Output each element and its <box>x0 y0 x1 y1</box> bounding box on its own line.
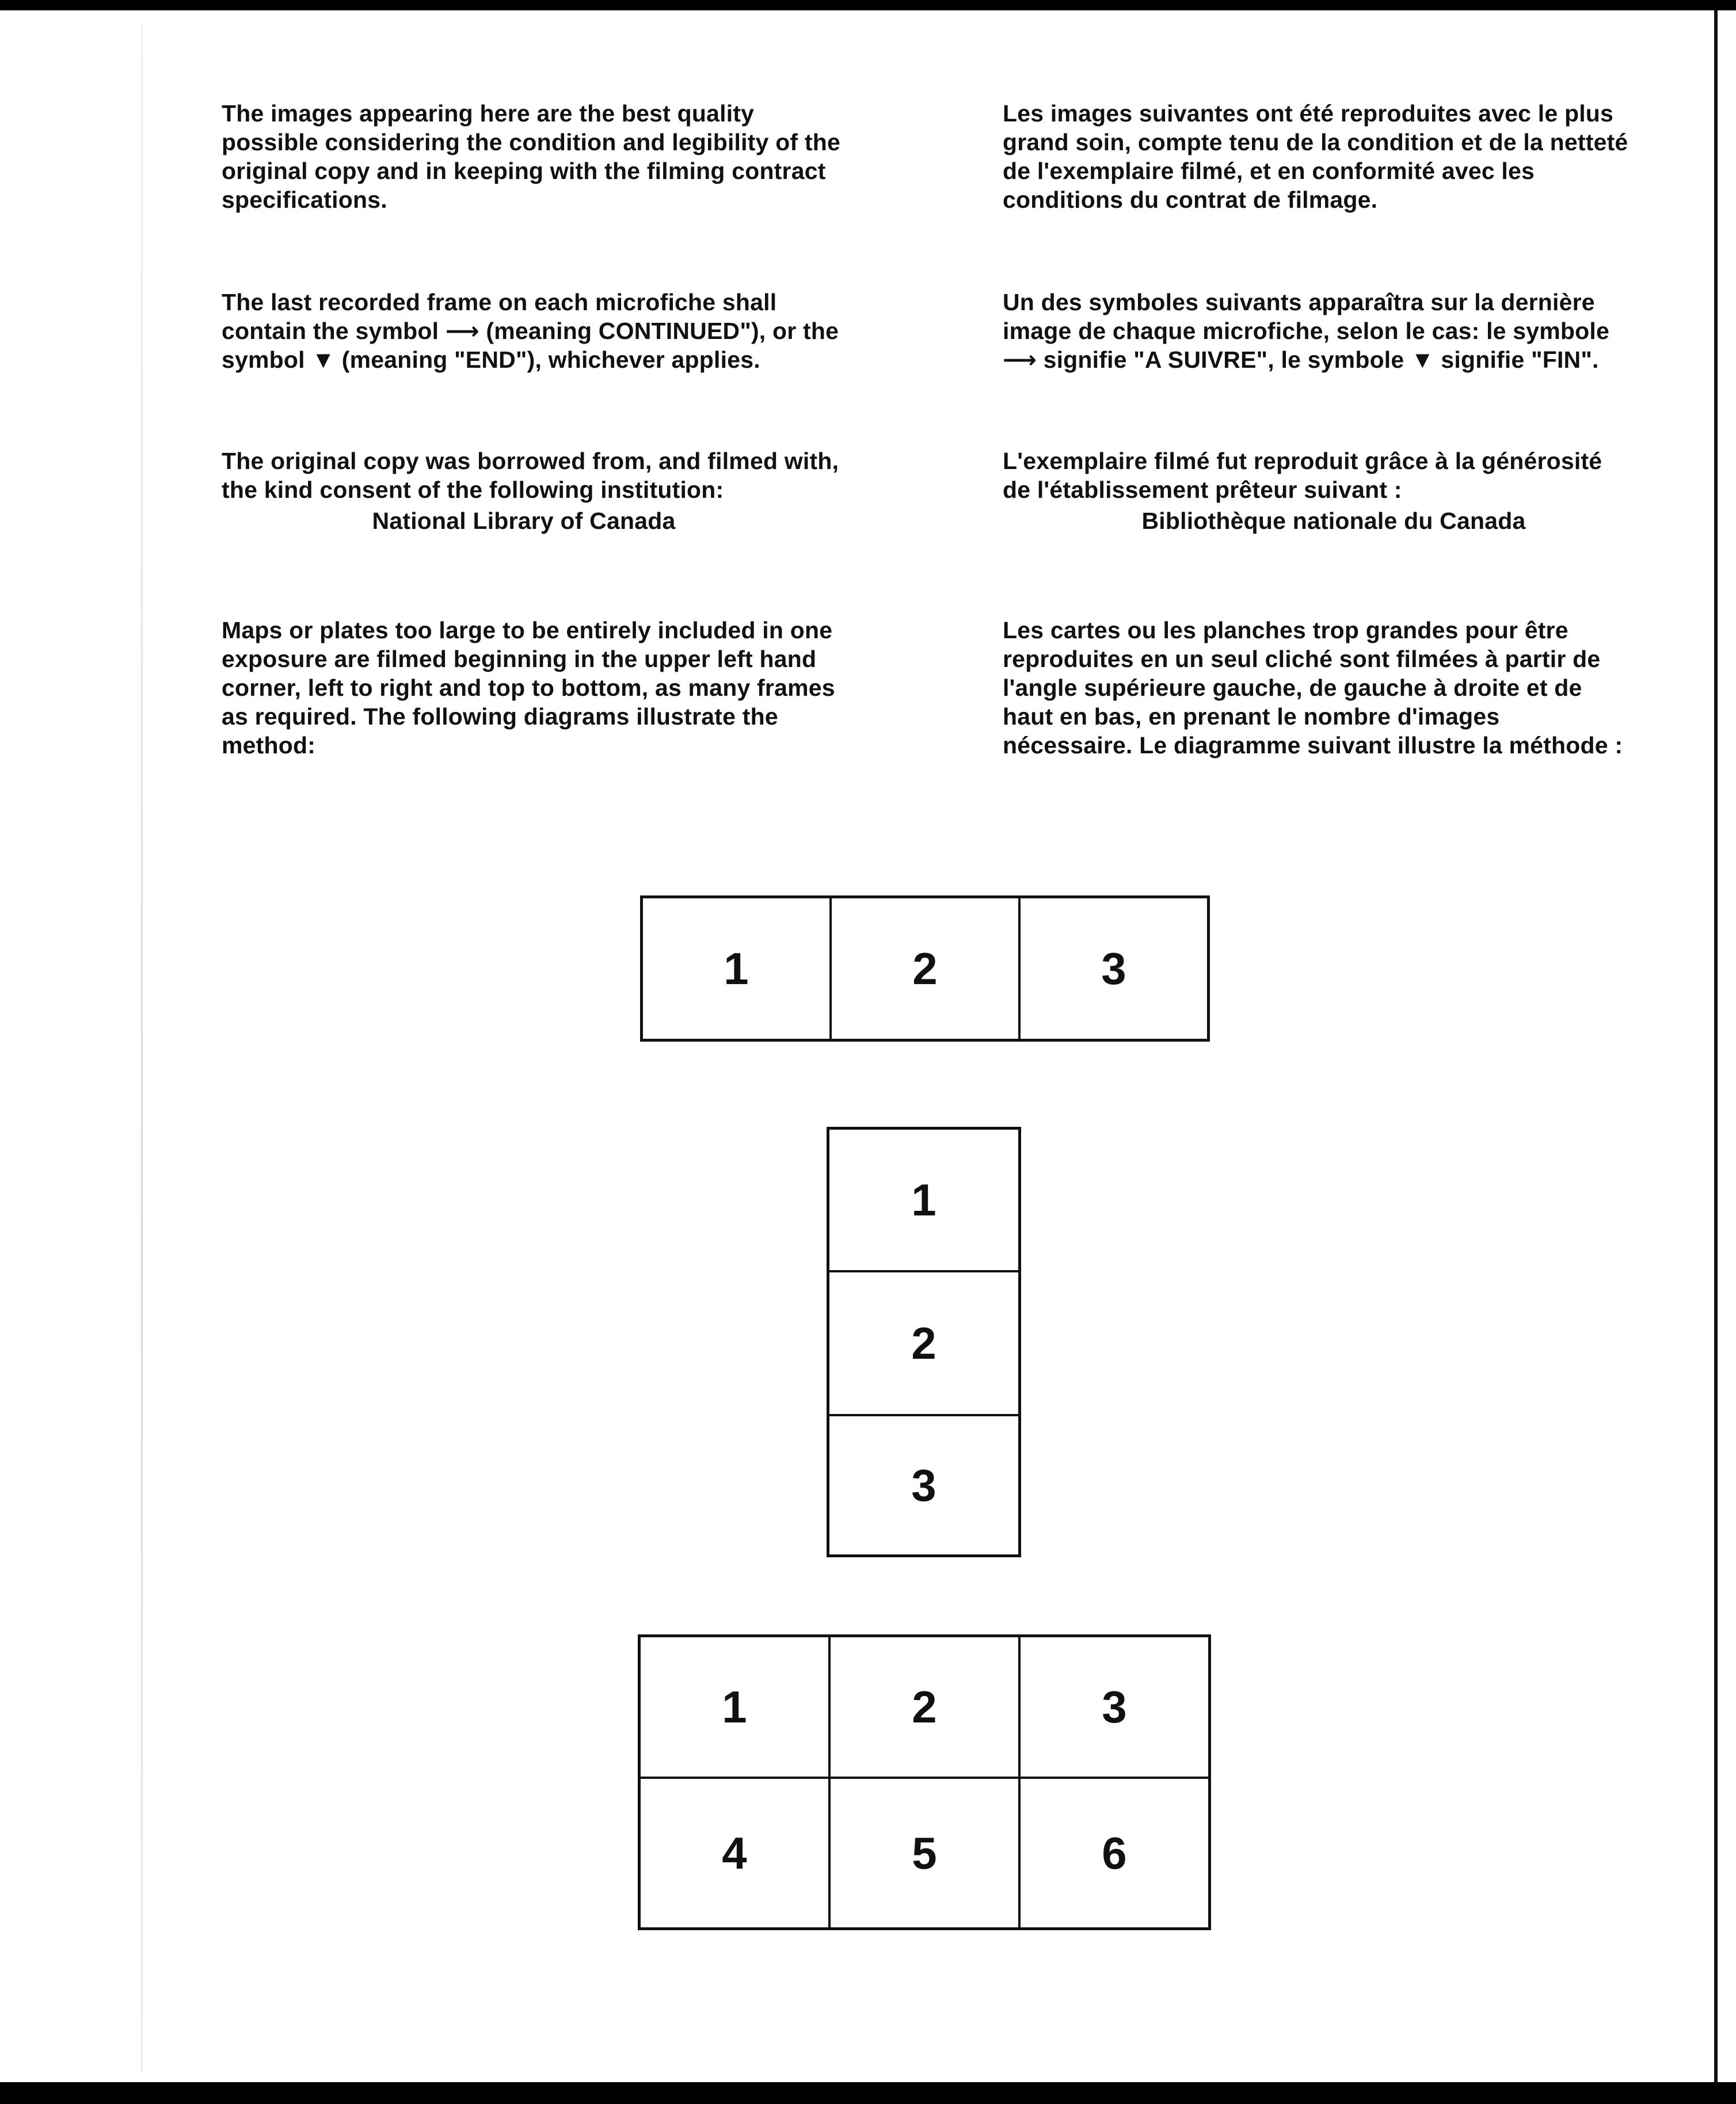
frame-cell: 3 <box>1101 943 1126 994</box>
continued-arrow-icon: ⟶ <box>1003 346 1037 373</box>
page-fold-line <box>141 23 143 2072</box>
diagram-row <box>640 895 1210 1042</box>
french-symbols-text-2: signifie "A SUIVRE", le symbole <box>1036 346 1411 373</box>
french-institution-name: Bibliothèque nationale du Canada <box>1141 508 1526 534</box>
frame-cell: 3 <box>1021 1637 1208 1779</box>
frame-cell: 1 <box>643 898 832 1039</box>
frame-cell: 2 <box>831 1637 1021 1779</box>
english-symbols-text-3: (meaning "END"), whichever applies. <box>335 346 760 373</box>
english-maps-paragraph <box>222 616 849 760</box>
diagram-grid <box>638 1634 1211 1930</box>
french-symbols-paragraph <box>1003 288 1630 374</box>
frame-cell: 4 <box>641 1779 831 1927</box>
french-consent-text: L'exemplaire filmé fut reproduit grâce à la générosité de l'établissement prêteur suivant : <box>1003 448 1602 503</box>
english-column <box>222 99 849 214</box>
english-symbols-text-2: (meaning CONTINUED"), or the symbol <box>222 318 839 373</box>
frame-cell: 6 <box>1102 1827 1127 1878</box>
french-symbols-text-1: Un des symboles suivants apparaîtra sur la dernière image de chaque microfiche, selon le cas: le symbole <box>1003 289 1610 344</box>
french-maps-text: Les cartes ou les planches trop grandes pour être reproduites en un seul cliché sont filmées à partir de l'angle supérieure gauche, de gauche à droite et de haut en bas, en prenant le nombre d'images nécessaire. Le diagramme suivant illustre la méthode : <box>1003 617 1623 758</box>
french-column <box>1003 99 1630 214</box>
english-institution-paragraph <box>222 447 849 535</box>
french-symbols-text-3: signifie "FIN". <box>1434 346 1599 373</box>
english-institution-name: National Library of Canada <box>372 508 676 534</box>
frame-cell: 3 <box>911 1459 936 1511</box>
english-symbols-paragraph <box>222 288 849 374</box>
continued-arrow-icon: ⟶ <box>445 318 479 344</box>
french-institution-paragraph <box>1003 447 1630 535</box>
frame-cell: 1 <box>829 1130 1018 1272</box>
english-symbols-text-1: The last recorded frame on each microfiche shall contain the symbol <box>222 289 777 344</box>
french-quality-paragraph: Les images suivantes ont été reproduites avec le plus grand soin, compte tenu de la condition et de la netteté de l'exemplaire filmé, et en conformité avec les conditions du contrat de filmage. <box>1003 100 1628 213</box>
diagram-column <box>827 1127 1021 1557</box>
page-edge <box>1714 10 1736 2082</box>
frame-cell: 1 <box>641 1637 831 1779</box>
english-consent-text: The original copy was borrowed from, and filmed with, the kind consent of the following institution: <box>222 448 839 503</box>
frame-cell: 5 <box>831 1779 1021 1927</box>
frame-cell: 2 <box>829 1272 1018 1416</box>
english-quality-paragraph: The images appearing here are the best quality possible considering the condition and legibility of the original copy and in keeping with the filming contract specifications. <box>222 100 840 213</box>
frame-cell: 2 <box>832 898 1021 1039</box>
english-maps-text: Maps or plates too large to be entirely included in one exposure are filmed beginning in the upper left hand corner, left to right and top to bottom, as many frames as required. The following diagrams illustrate the method: <box>222 617 835 758</box>
french-maps-paragraph <box>1003 616 1630 760</box>
end-triangle-icon: ▼ <box>1411 346 1434 373</box>
end-triangle-icon: ▼ <box>311 346 336 373</box>
